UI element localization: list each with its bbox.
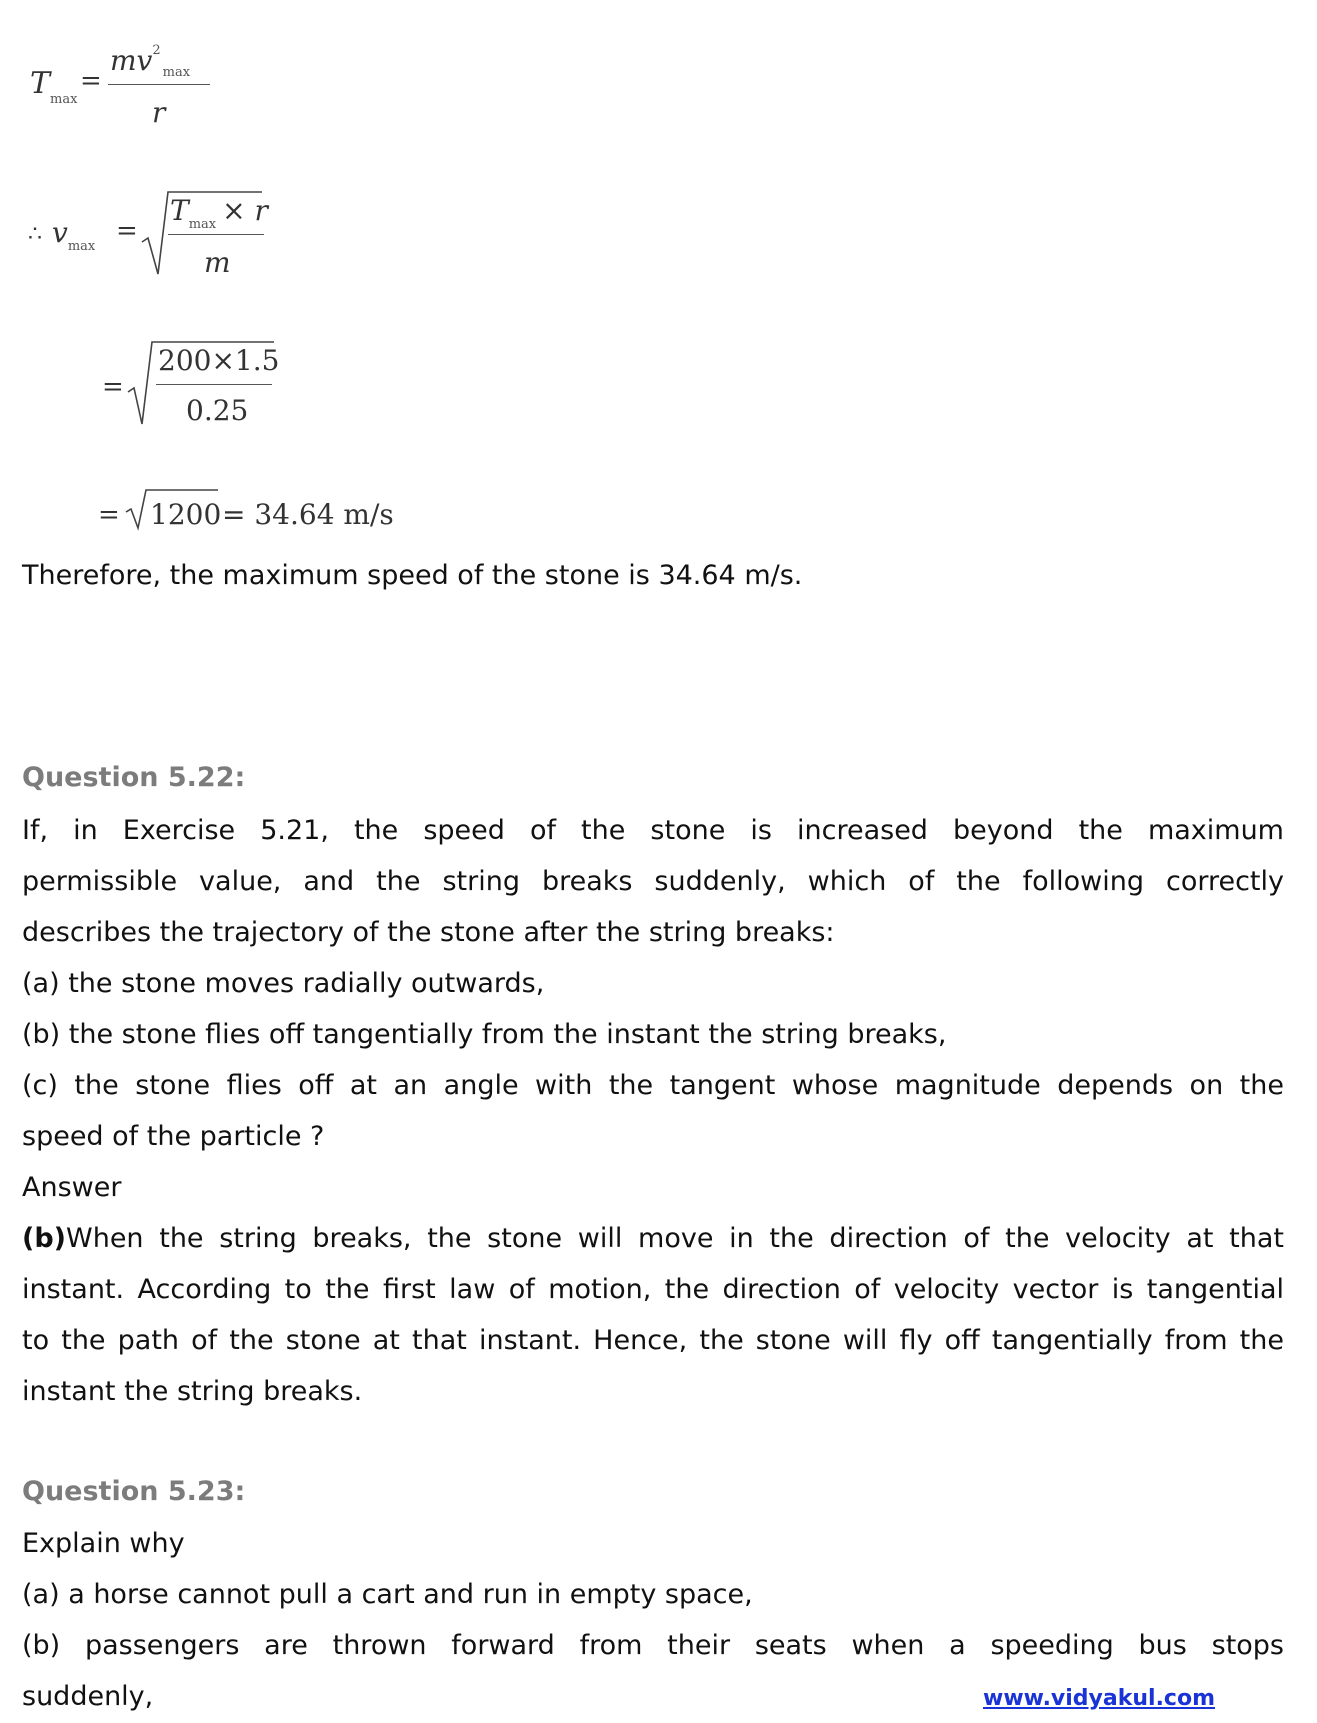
option-c-line2: speed of the particle ? [22,1121,325,1152]
conclusion-text: Therefore, the maximum speed of the stone is 34.64 m/s. [22,560,803,591]
answer-line: instant the string breaks. [22,1376,363,1407]
option-a: (a) the stone moves radially outwards, [22,968,545,999]
answer-choice: (b) [22,1223,67,1254]
question-line: describes the trajectory of the stone after the string breaks: [22,917,835,948]
question-5-22-body [22,805,1284,1417]
eq3-fraction-bar [156,384,272,385]
answer-line1-text: When the string breaks, the stone will move in the direction of the velocity at that [66,1223,1284,1254]
eq1-numerator: $mv^2_{max}$ [110,43,191,80]
option-c-line1: (c) the stone flies off at an angle with the tangent whose magnitude depends on the [22,1070,1284,1101]
conclusion-paragraph [22,550,1284,601]
eq1-equals: = [80,66,102,96]
vidyakul-website-link[interactable]: www.vidyakul.com [983,1686,1216,1711]
eq1-lhs: $T_{max}$ [30,66,78,107]
eq2-fraction-bar [168,234,264,235]
eq2-radicand-denominator: m [204,246,231,279]
question-5-23-heading: Question 5.23: [22,1476,246,1507]
eq4-equals: = [98,500,120,530]
question-5-22-heading: Question 5.22: [22,762,246,793]
question-line: If, in Exercise 5.21, the speed of the stone is increased beyond the maximum [22,815,1284,846]
question-intro: Explain why [22,1528,185,1559]
eq4-radicand: 1200 [150,498,222,531]
eq2-equals: = [116,216,138,246]
answer-line [22,1213,1284,1264]
eq4-result-value: = 34.64 m/s [222,498,394,531]
eq3-radicand-numerator: 200×1.5 [158,344,280,377]
therefore-symbol: ∴ [28,222,42,247]
eq1-denominator: r [152,96,166,129]
question-line: permissible value, and the string breaks suddenly, which of the following correctly [22,866,1284,897]
answer-label: Answer [22,1172,122,1203]
eq3-radicand-denominator: 0.25 [186,394,249,427]
eq1-fraction-bar [108,84,210,85]
option-a: (a) a horse cannot pull a cart and run in empty space, [22,1579,753,1610]
answer-line: instant. According to the first law of motion, the direction of velocity vector is tangential [22,1274,1284,1305]
option-b-line2: suddenly, [22,1681,154,1712]
eq2-radicand-numerator: $T_{max} \times r$ [170,194,268,232]
eq3-equals: = [102,372,124,402]
answer-line: to the path of the stone at that instant. Hence, the stone will fly off tangentially from the [22,1325,1284,1356]
eq2-lhs: $v_{max}$ [52,216,96,254]
option-b: (b) the stone flies off tangentially from the instant the string breaks, [22,1019,947,1050]
option-b-line1: (b) passengers are thrown forward from their seats when a speeding bus stops [22,1630,1284,1661]
